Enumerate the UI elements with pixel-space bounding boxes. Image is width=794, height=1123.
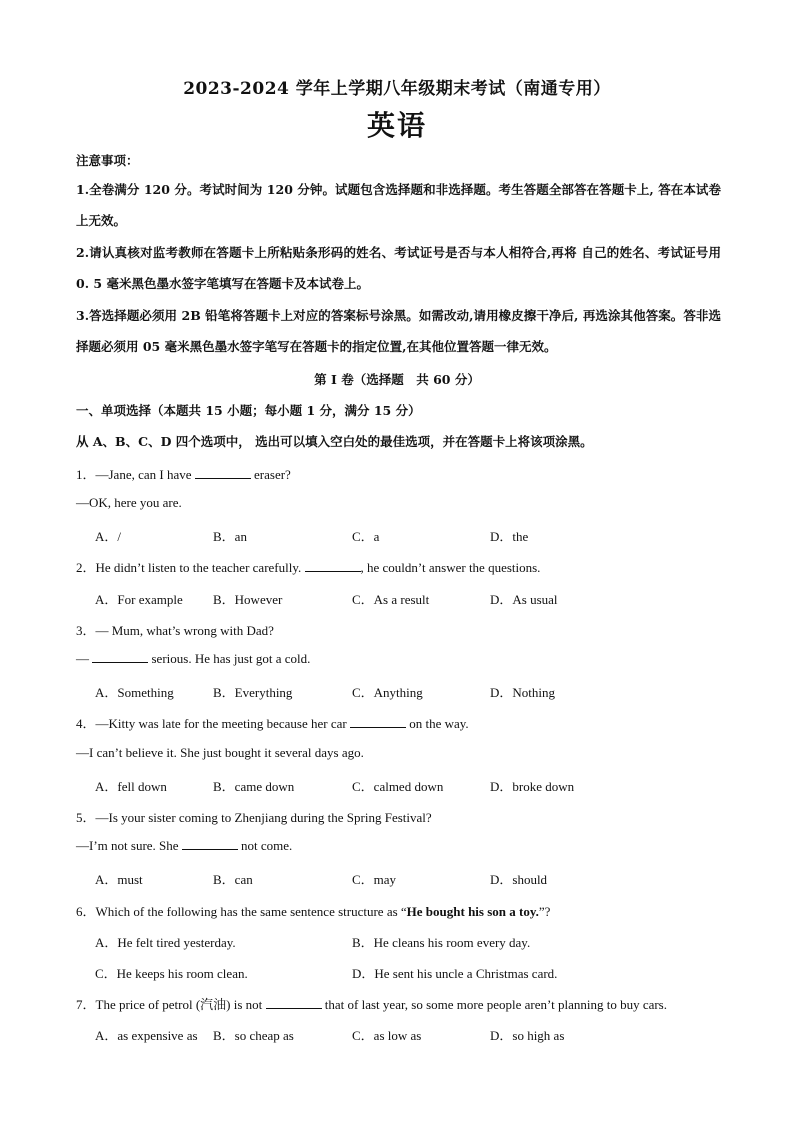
section-title: 第 I 卷（选择题 共 60 分） (314, 372, 480, 387)
part-instruction: 从 A、B、C、D 四个选项中， 选出可以填入空白处的最佳选项，并在答题卡上将该项涂黑。 (76, 434, 593, 449)
question-5-reply: —I’m not sure. She not come. (76, 838, 293, 853)
question-6-stem: 6．Which of the following has the same sentence structure as “He bought his son a toy.”? (76, 904, 551, 919)
option-d: D．the (490, 529, 529, 544)
answer-blank (266, 998, 322, 1009)
answer-blank (92, 652, 148, 663)
option-d: D．As usual (490, 592, 558, 607)
question-5-stem: 5．—Is your sister coming to Zhenjiang during the Spring Festival? (76, 810, 432, 825)
notes-heading: 注意事项： (76, 153, 139, 168)
exam-title: 2023-2024 学年上学期八年级期末考试（南通专用） (183, 79, 611, 99)
question-3-reply: — serious. He has just got a cold. (76, 651, 311, 666)
question-1-stem: 1．—Jane, can I have eraser? (76, 467, 291, 482)
question-4-reply: —I can’t believe it. She just bought it several days ago. (76, 745, 364, 760)
option-c: C．may (352, 872, 397, 887)
option-b: B．Everything (213, 685, 293, 700)
option-d: D．so high as (490, 1028, 565, 1043)
option-d: D．He sent his uncle a Christmas card. (352, 966, 558, 981)
option-a: A．fell down (95, 779, 167, 794)
question-2-stem: 2．He didn’t listen to the teacher carefully. , he couldn’t answer the questions. (76, 560, 541, 575)
option-b: B．an (213, 529, 247, 544)
option-b: B．so cheap as (213, 1028, 294, 1043)
option-d: D．Nothing (490, 685, 556, 700)
option-a: A．He felt tired yesterday. (95, 935, 236, 950)
question-1-reply: —OK, here you are. (76, 495, 182, 510)
option-c: C．a (352, 529, 380, 544)
note-item-3: 3.答选择题必须用 2B 铅笔将答题卡上对应的答案标号涂黑。如需改动,请用橡皮擦干净后, 再选涂其他答案。答非选择题必须用 05 毫米黑色墨水签字笔写在答题卡的指定位置,在其他位置答题一律无效。 (76, 308, 721, 354)
subject-title: 英语 (366, 109, 427, 142)
question-3-stem: 3．— Mum, what’s wrong with Dad? (76, 623, 274, 638)
option-d: D．broke down (490, 779, 575, 794)
option-d: D．should (490, 872, 548, 887)
question-4-stem: 4．—Kitty was late for the meeting because her car on the way. (76, 716, 469, 731)
option-b: B．However (213, 592, 283, 607)
option-c: C．He keeps his room clean. (95, 966, 248, 981)
option-b: B．came down (213, 779, 295, 794)
option-c: C．As a result (352, 592, 430, 607)
note-item-1: 1.全卷满分 120 分。考试时间为 120 分钟。试题包含选择题和非选择题。考生答题全部答在答题卡上, 答在本试卷上无效。 (76, 182, 721, 228)
option-a: A．as expensive as (95, 1028, 198, 1043)
answer-blank (350, 717, 406, 728)
option-c: C．calmed down (352, 779, 444, 794)
part-title: 一、单项选择（本题共 15 小题；每小题 1 分，满分 15 分） (76, 403, 421, 418)
note-item-2: 2.请认真核对监考教师在答题卡上所粘贴条形码的姓名、考试证号是否与本人相符合,再将 自己的姓名、考试证号用 0. 5 毫米黑色墨水签字笔填写在答题卡及本试卷上。 (76, 245, 721, 291)
bold-sentence: He bought his son a toy. (406, 904, 539, 919)
option-b: B．He cleans his room every day. (352, 935, 531, 950)
answer-blank (305, 561, 361, 572)
answer-blank (182, 839, 238, 850)
question-7-stem: 7．The price of petrol (汽油) is not that of last year, so some more people aren’t planning to buy cars. (76, 997, 667, 1012)
option-a: A．For example (95, 592, 183, 607)
answer-blank (195, 468, 251, 479)
option-c: C．as low as (352, 1028, 422, 1043)
option-c: C．Anything (352, 685, 423, 700)
option-a: A．must (95, 872, 143, 887)
option-b: B．can (213, 872, 253, 887)
option-a: A．Something (95, 685, 174, 700)
option-a: A．/ (95, 529, 122, 544)
